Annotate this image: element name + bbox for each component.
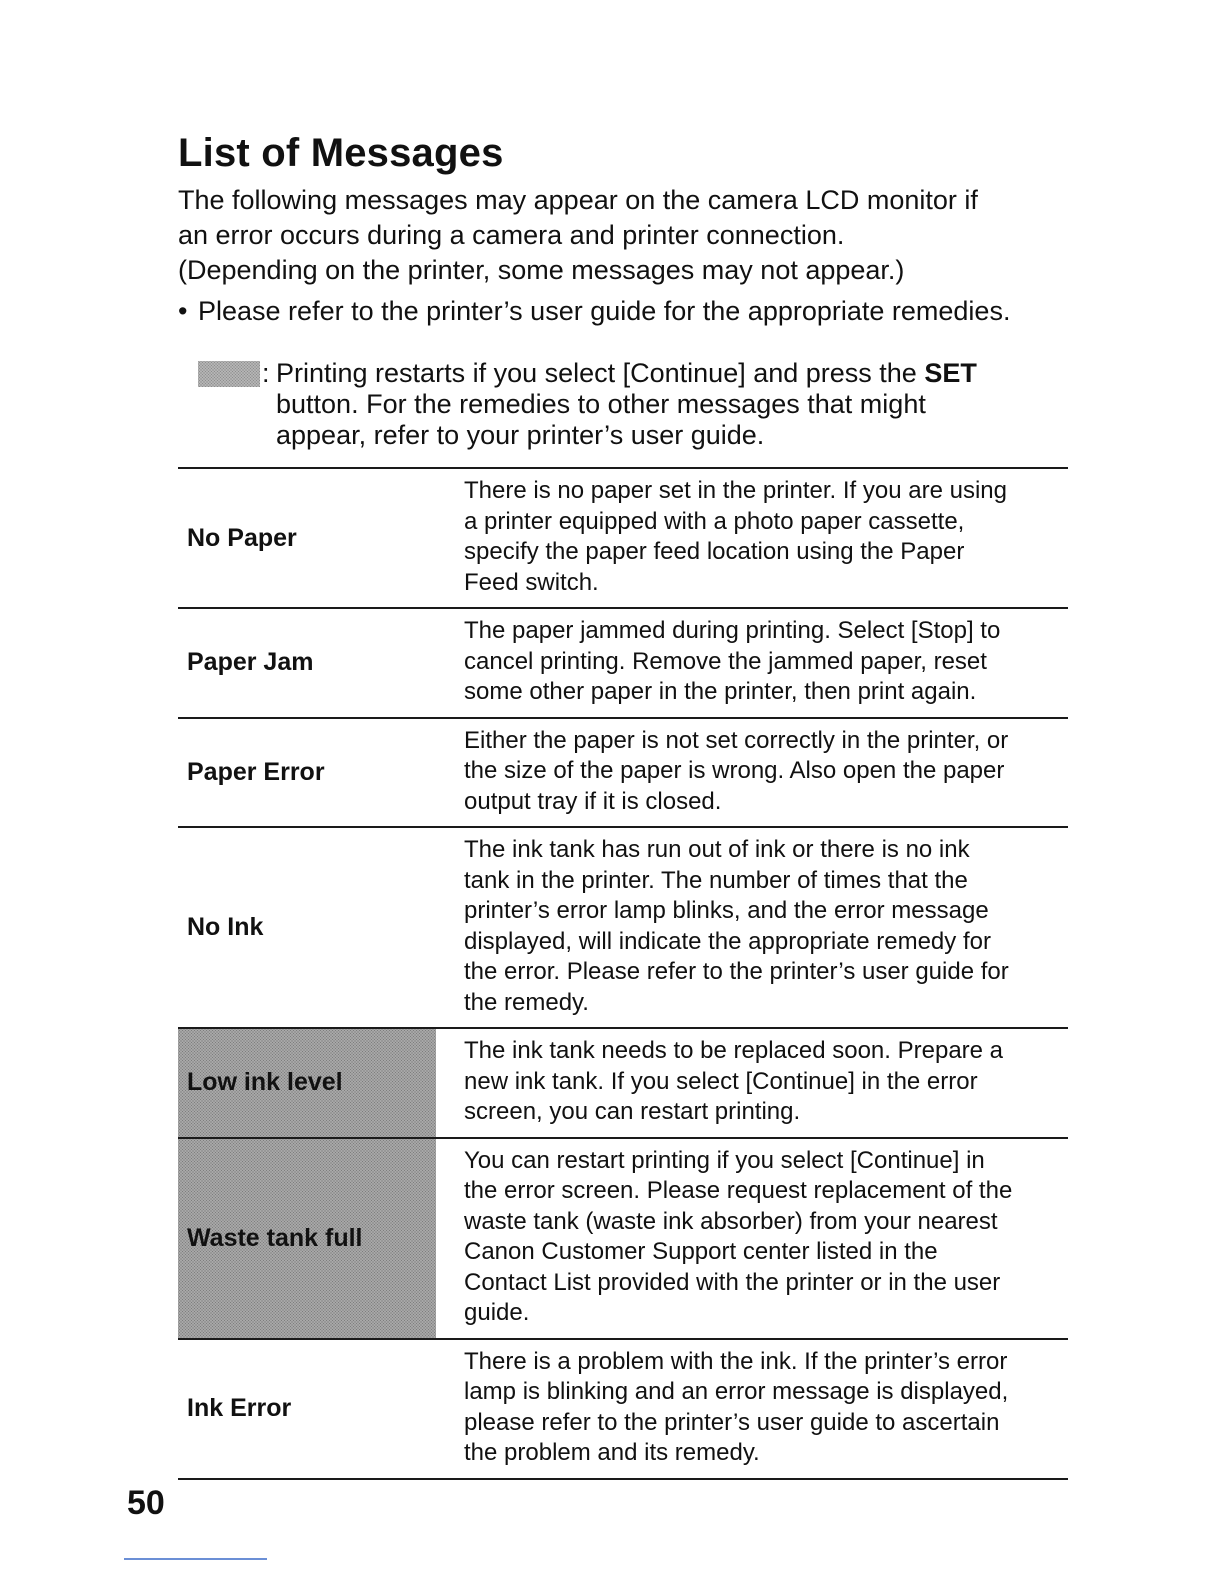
set-button-label: SET bbox=[924, 358, 977, 388]
description-line: The ink tank needs to be replaced soon. Prepare a bbox=[464, 1037, 1004, 1064]
page-title: List of Messages bbox=[178, 131, 504, 175]
table-row bbox=[178, 828, 1068, 1029]
table-row bbox=[178, 1029, 1068, 1139]
message-name: Ink Error bbox=[187, 1394, 292, 1422]
description-line: a printer equipped with a photo paper cassette, bbox=[464, 507, 965, 535]
description-line: output tray if it is closed. bbox=[464, 787, 722, 815]
page-number: 50 bbox=[127, 1484, 165, 1522]
legend-text-line3: appear, refer to your printer’s user guide. bbox=[276, 420, 765, 450]
table-row bbox=[178, 1340, 1068, 1480]
footer-divider bbox=[124, 1558, 267, 1560]
description-line: new ink tank. If you select [Continue] in the error bbox=[464, 1067, 978, 1095]
message-description bbox=[436, 609, 1068, 717]
message-description bbox=[436, 1139, 1068, 1338]
description-line: cancel printing. Remove the jammed paper, reset bbox=[464, 647, 987, 675]
table-row bbox=[178, 1139, 1068, 1340]
message-description bbox=[436, 719, 1068, 827]
legend-colon: : bbox=[262, 358, 270, 388]
description-line: some other paper in the printer, then print again. bbox=[464, 678, 977, 705]
shaded-legend-note bbox=[198, 358, 1078, 451]
legend-text-line1: Printing restarts if you select [Continue] and press the bbox=[276, 358, 925, 388]
description-line: tank in the printer. The number of times that the bbox=[464, 866, 968, 894]
description-line: You can restart printing if you select [Continue] in bbox=[464, 1146, 985, 1174]
description-line: the problem and its remedy. bbox=[464, 1439, 760, 1466]
message-description bbox=[436, 1340, 1068, 1478]
intro-line: The following messages may appear on the camera LCD monitor if bbox=[178, 185, 978, 215]
message-name: Paper Jam bbox=[187, 648, 314, 677]
bullet-symbol: • bbox=[178, 296, 188, 326]
message-name: No Paper bbox=[187, 523, 297, 552]
description-line: the size of the paper is wrong. Also open the paper bbox=[464, 757, 1005, 784]
description-line: specify the paper feed location using the Paper bbox=[464, 538, 965, 565]
message-name: Low ink level bbox=[178, 1029, 436, 1137]
table-row bbox=[178, 469, 1068, 609]
description-line: the remedy. bbox=[464, 988, 589, 1016]
message-description bbox=[436, 828, 1068, 1027]
description-line: screen, you can restart printing. bbox=[464, 1098, 801, 1125]
legend-text bbox=[276, 358, 1078, 451]
shaded-swatch-icon bbox=[198, 361, 260, 387]
message-description bbox=[436, 1029, 1068, 1137]
intro-line: (Depending on the printer, some messages may not appear.) bbox=[178, 255, 905, 285]
bullet-note bbox=[178, 296, 1078, 327]
description-line: waste tank (waste ink absorber) from your nearest bbox=[464, 1207, 998, 1235]
description-line: The paper jammed during printing. Select [Stop] to bbox=[464, 617, 1001, 644]
description-line: the error. Please refer to the printer’s user guide for bbox=[464, 958, 1009, 985]
messages-table bbox=[178, 467, 1068, 1480]
table-row bbox=[178, 609, 1068, 719]
description-line: printer’s error lamp blinks, and the error message bbox=[464, 897, 989, 924]
intro-line: an error occurs during a camera and printer connection. bbox=[178, 220, 845, 250]
bullet-text: Please refer to the printer’s user guide for the appropriate remedies. bbox=[198, 296, 1011, 326]
message-name: No Ink bbox=[187, 913, 264, 941]
description-line: Feed switch. bbox=[464, 568, 599, 596]
description-line: lamp is blinking and an error message is displayed, bbox=[464, 1378, 1009, 1405]
description-line: please refer to the printer’s user guide to ascertain bbox=[464, 1408, 1000, 1436]
intro-paragraph bbox=[178, 183, 1078, 288]
description-line: guide. bbox=[464, 1299, 530, 1326]
description-line: Contact List provided with the printer or in the user bbox=[464, 1268, 1001, 1296]
message-name: Waste tank full bbox=[178, 1139, 436, 1338]
description-line: The ink tank has run out of ink or there is no ink bbox=[464, 836, 970, 863]
description-line: the error screen. Please request replacement of the bbox=[464, 1177, 1013, 1204]
message-description bbox=[436, 469, 1068, 607]
description-line: There is no paper set in the printer. If you are using bbox=[464, 477, 1007, 504]
description-line: displayed, will indicate the appropriate remedy for bbox=[464, 927, 991, 955]
description-line: There is a problem with the ink. If the printer’s error bbox=[464, 1347, 1008, 1375]
description-line: Either the paper is not set correctly in the printer, or bbox=[464, 726, 1009, 754]
table-row bbox=[178, 719, 1068, 829]
legend-text-line2: button. For the remedies to other messages that might bbox=[276, 389, 926, 419]
description-line: Canon Customer Support center listed in the bbox=[464, 1238, 938, 1265]
message-name: Paper Error bbox=[187, 757, 325, 786]
